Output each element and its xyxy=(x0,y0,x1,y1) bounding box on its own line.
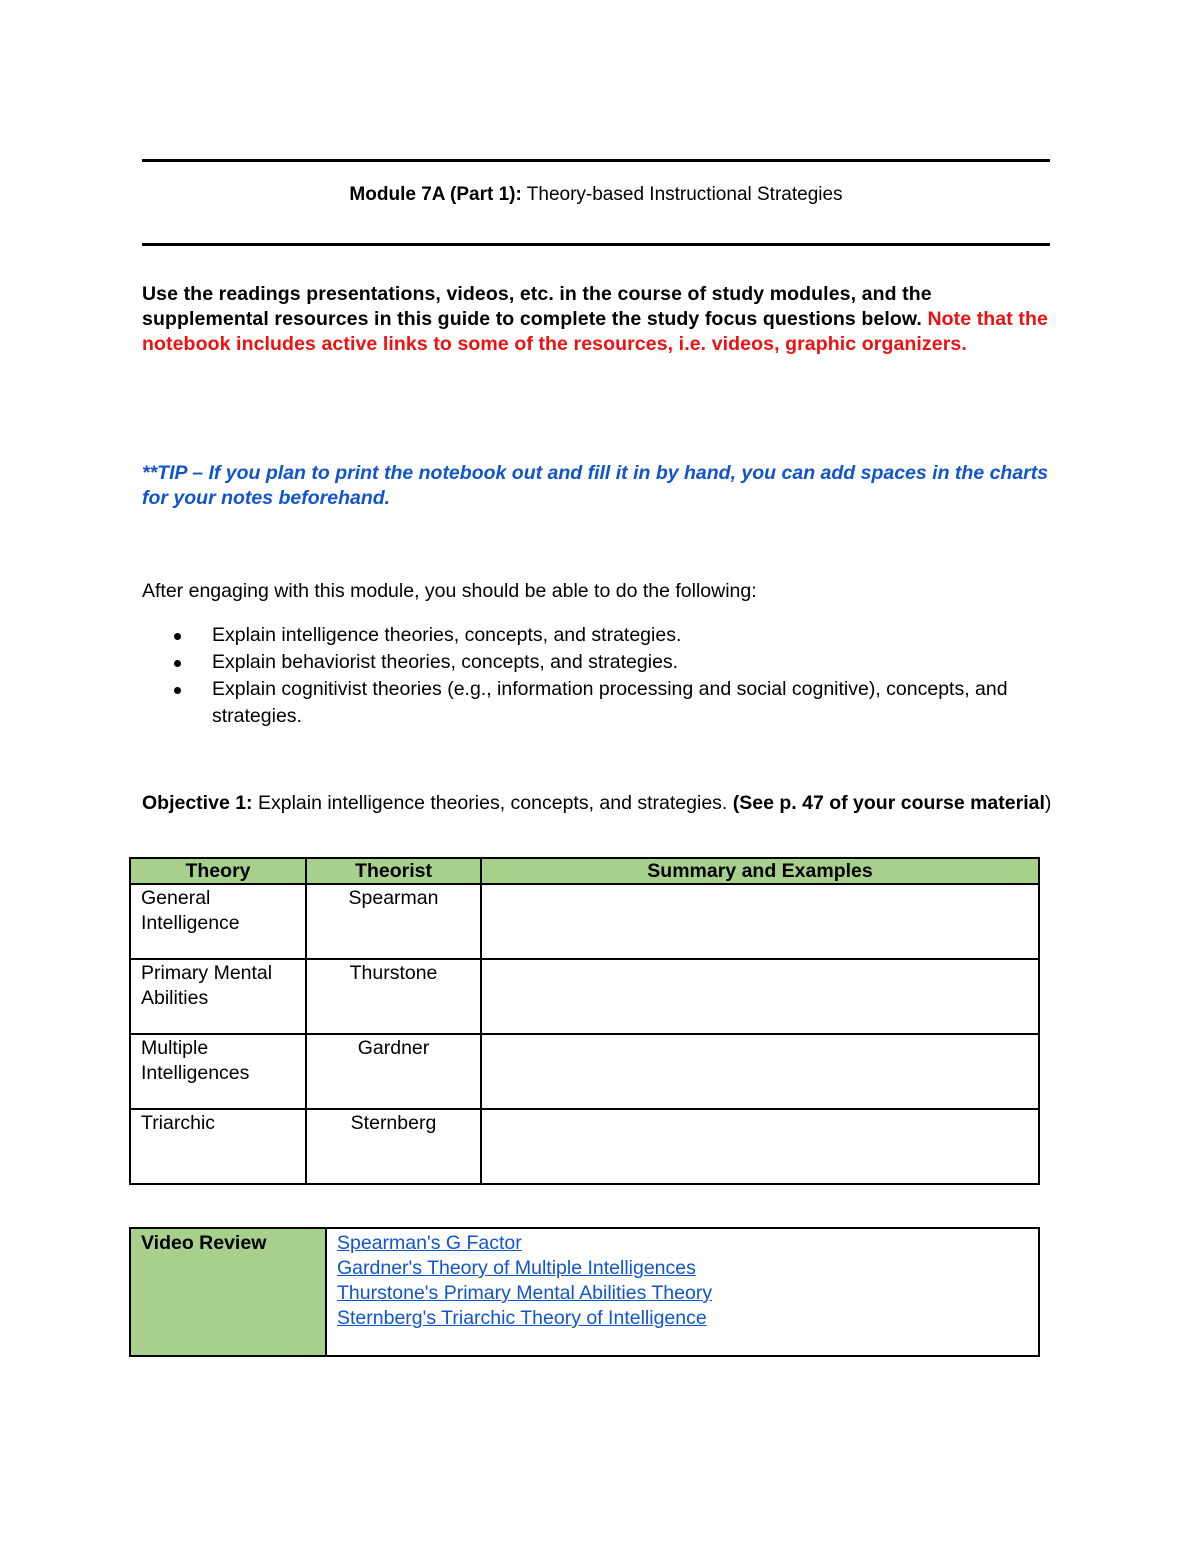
intro-note: Note that the notebook includes active links to some of the resources, i.e. videos, graphic organizers. xyxy=(142,308,1048,355)
objective-text: Explain intelligence theories, concepts, and strategies. xyxy=(257,792,728,814)
table-row xyxy=(130,1034,1039,1109)
video-link-gardner[interactable]: Gardner's Theory of Multiple Intelligences xyxy=(337,1257,696,1279)
bottom-rule xyxy=(142,243,1050,246)
list-item-text: Explain cognitivist theories (e.g., information processing and social cognitive), concepts, and strategies. xyxy=(212,678,1008,727)
theorist-cell: Thurstone xyxy=(306,959,481,1034)
objective-reference-close: ) xyxy=(1044,792,1052,814)
video-link-thurstone[interactable]: Thurstone's Primary Mental Abilities Theory xyxy=(337,1282,713,1304)
bullet-icon xyxy=(174,633,181,640)
objective-reference: (See p. 47 of your course material xyxy=(732,792,1045,814)
video-link-spearman[interactable]: Spearman's G Factor xyxy=(337,1232,522,1254)
column-header-theory: Theory xyxy=(130,858,306,884)
summary-cell[interactable] xyxy=(481,1034,1039,1109)
theory-cell: Triarchic xyxy=(130,1109,306,1184)
column-header-theorist: Theorist xyxy=(306,858,481,884)
module-subtitle: Theory-based Instructional Strategies xyxy=(526,184,843,205)
column-header-summary: Summary and Examples xyxy=(481,858,1039,884)
bullet-icon xyxy=(174,660,181,667)
summary-cell[interactable] xyxy=(481,1109,1039,1184)
theorist-cell: Sternberg xyxy=(306,1109,481,1184)
tip-paragraph: **TIP – If you plan to print the notebook out and fill it in by hand, you can add spaces in the charts for your notes beforehand. xyxy=(142,462,1049,509)
theory-cell: General Intelligence xyxy=(130,884,306,959)
table-row xyxy=(130,884,1039,959)
theorist-cell: Spearman xyxy=(306,884,481,959)
list-item-text: Explain behaviorist theories, concepts, and strategies. xyxy=(212,651,679,673)
list-item xyxy=(142,676,1057,730)
video-link-sternberg[interactable]: Sternberg's Triarchic Theory of Intelligence xyxy=(337,1307,707,1329)
video-review-label: Video Review xyxy=(130,1228,326,1356)
list-item-text: Explain intelligence theories, concepts, and strategies. xyxy=(212,624,682,646)
top-rule xyxy=(142,159,1050,162)
intro-text: Use the readings presentations, videos, etc. in the course of study modules, and the supplemental resources in this guide to complete the study focus questions below. xyxy=(142,283,932,330)
after-engaging-text: After engaging with this module, you should be able to do the following: xyxy=(142,580,757,602)
theory-cell: Multiple Intelligences xyxy=(130,1034,306,1109)
objectives-list xyxy=(142,622,1057,730)
module-title xyxy=(142,184,1050,206)
objective-1 xyxy=(142,790,1062,817)
intro-paragraph xyxy=(142,282,1057,357)
video-review-table xyxy=(129,1227,1040,1357)
video-links-cell xyxy=(326,1228,1039,1356)
theory-table xyxy=(129,857,1040,1185)
table-row xyxy=(130,1109,1039,1184)
objective-label: Objective 1: xyxy=(142,792,253,814)
summary-cell[interactable] xyxy=(481,959,1039,1034)
module-label: Module 7A (Part 1): xyxy=(349,184,522,205)
summary-cell[interactable] xyxy=(481,884,1039,959)
theorist-cell: Gardner xyxy=(306,1034,481,1109)
table-header-row xyxy=(130,858,1039,884)
list-item xyxy=(142,649,1057,676)
list-item xyxy=(142,622,1057,649)
table-row xyxy=(130,1228,1039,1356)
theory-cell: Primary Mental Abilities xyxy=(130,959,306,1034)
bullet-icon xyxy=(174,687,181,694)
table-row xyxy=(130,959,1039,1034)
